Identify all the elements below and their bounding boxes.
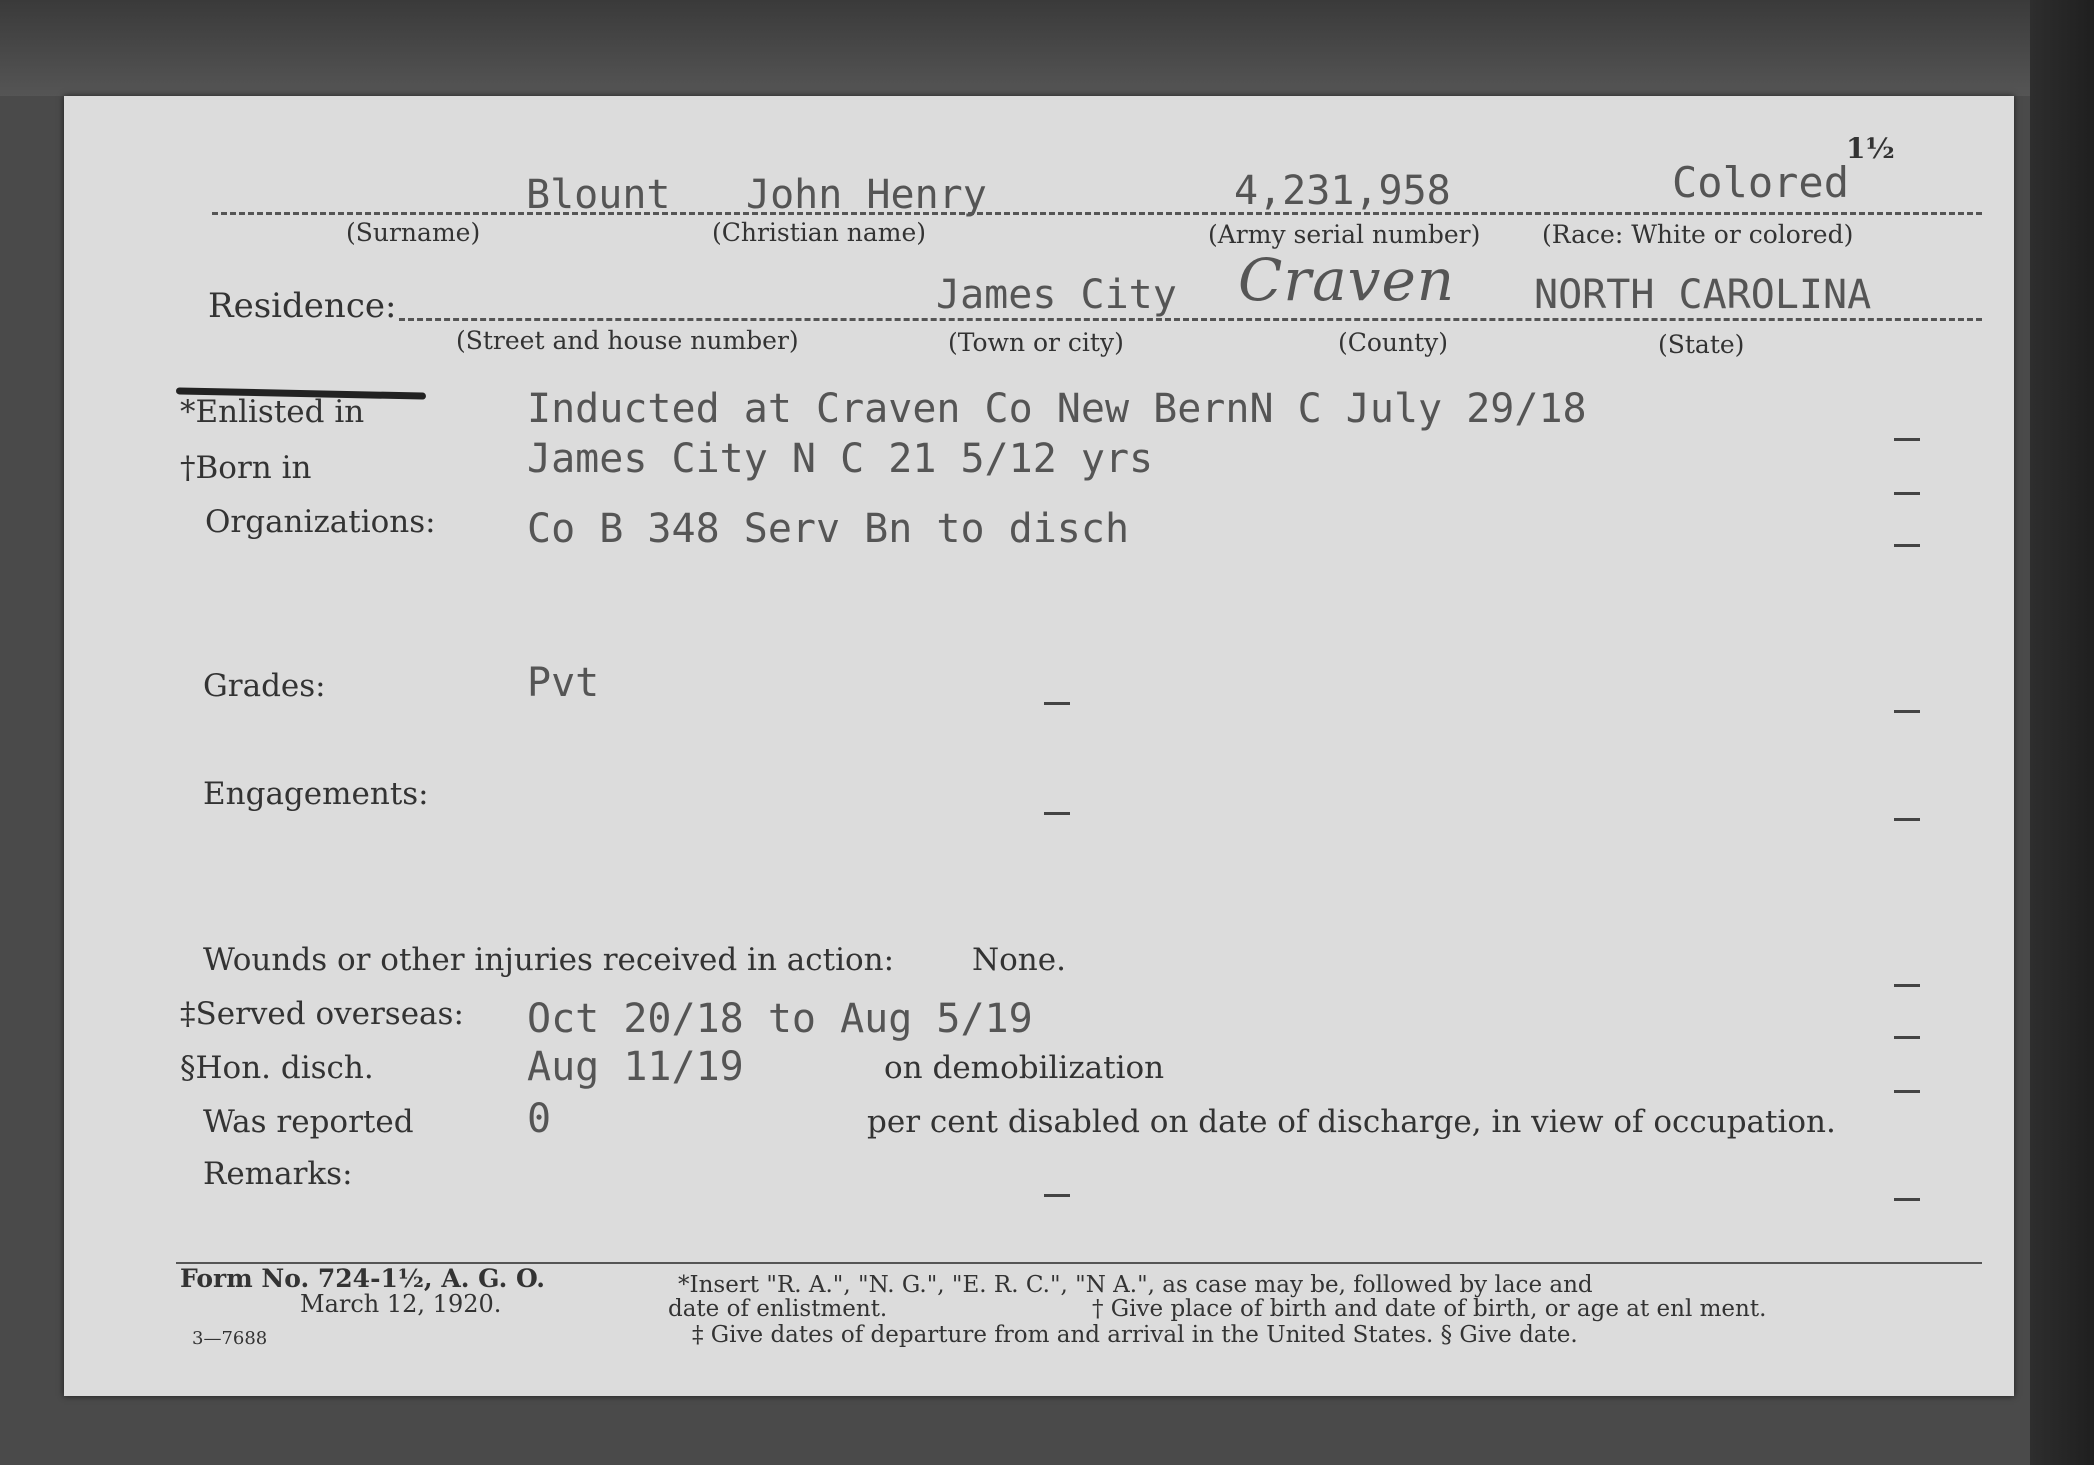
margin-dash [1894,492,1920,495]
margin-dash [1894,1036,1920,1039]
state-caption: (State) [1658,330,1745,359]
race-value: Colored [1672,158,1850,207]
service-record-card [64,96,2014,1396]
serial-number-value: 4,231,958 [1234,168,1451,214]
enlisted-value: Inducted at Craven Co New BernN C July 29/18 [527,386,1587,432]
served-overseas-value: Oct 20/18 to Aug 5/19 [527,996,1033,1042]
wounds-value: None. [972,942,1066,978]
hon-disch-label: §Hon. disch. [180,1050,374,1086]
residence-county-handwritten: Craven [1238,246,1456,314]
was-reported-label: Was reported [203,1104,414,1140]
margin-dash [1894,438,1920,441]
street-caption: (Street and house number) [456,326,799,355]
margin-dash [1894,818,1920,821]
form-code: 3—7688 [192,1328,268,1349]
remarks-label: Remarks: [203,1156,353,1192]
hon-disch-note: on demobilization [884,1050,1165,1086]
enlisted-label: *Enlisted in [180,394,365,430]
footnote-enlisted: *Insert "R. A.", "N. G.", "E. R. C.", "N A.", as case may be, followed by lace and [678,1272,1593,1298]
center-dash [1044,812,1070,815]
scan-background-top [0,0,2094,96]
was-reported-value: 0 [527,1096,552,1142]
christian-name-value: John Henry [746,172,987,218]
footnote-enlisted-cont: date of enlistment. [668,1296,888,1322]
town-caption: (Town or city) [948,328,1124,357]
hon-disch-value: Aug 11/19 [527,1044,744,1090]
christian-name-caption: (Christian name) [712,218,927,247]
fraction-mark: 1½ [1846,132,1895,165]
surname-value: Blount [526,172,671,218]
footnote-overseas: ‡ Give dates of departure from and arrival in the United States. § Give date. [692,1322,1578,1348]
wounds-label: Wounds or other injuries received in action: [203,942,895,978]
margin-dash [1894,710,1920,713]
serial-caption: (Army serial number) [1208,220,1481,249]
engagements-label: Engagements: [203,776,429,812]
footnote-born: † Give place of birth and date of birth, or age at enl ment. [1092,1296,1767,1322]
born-label: †Born in [180,450,312,486]
form-date: March 12, 1920. [300,1290,502,1318]
grades-label: Grades: [203,668,326,704]
form-number: Form No. 724-1½, A. G. O. [180,1264,546,1293]
county-caption: (County) [1338,328,1449,357]
center-dash [1044,702,1070,705]
name-line [212,212,1982,215]
center-dash [1044,1194,1070,1197]
residence-line [399,318,1982,321]
residence-town-value: James City [936,272,1177,318]
residence-label: Residence: [208,286,397,326]
surname-caption: (Surname) [346,218,481,247]
born-value: James City N C 21 5/12 yrs [527,436,1154,482]
organizations-value: Co B 348 Serv Bn to disch [527,506,1130,552]
residence-state-value: NORTH CAROLINA [1534,272,1872,318]
margin-dash [1894,1090,1920,1093]
organizations-label: Organizations: [205,504,436,540]
served-overseas-label: ‡Served overseas: [180,996,464,1032]
disabled-text: per cent disabled on date of discharge, in view of occupation. [867,1104,1836,1140]
margin-dash [1894,544,1920,547]
grades-value: Pvt [527,660,600,706]
margin-dash [1894,1198,1920,1201]
race-caption: (Race: White or colored) [1542,220,1854,249]
margin-dash [1894,984,1920,987]
scan-background-right [2030,0,2094,1465]
